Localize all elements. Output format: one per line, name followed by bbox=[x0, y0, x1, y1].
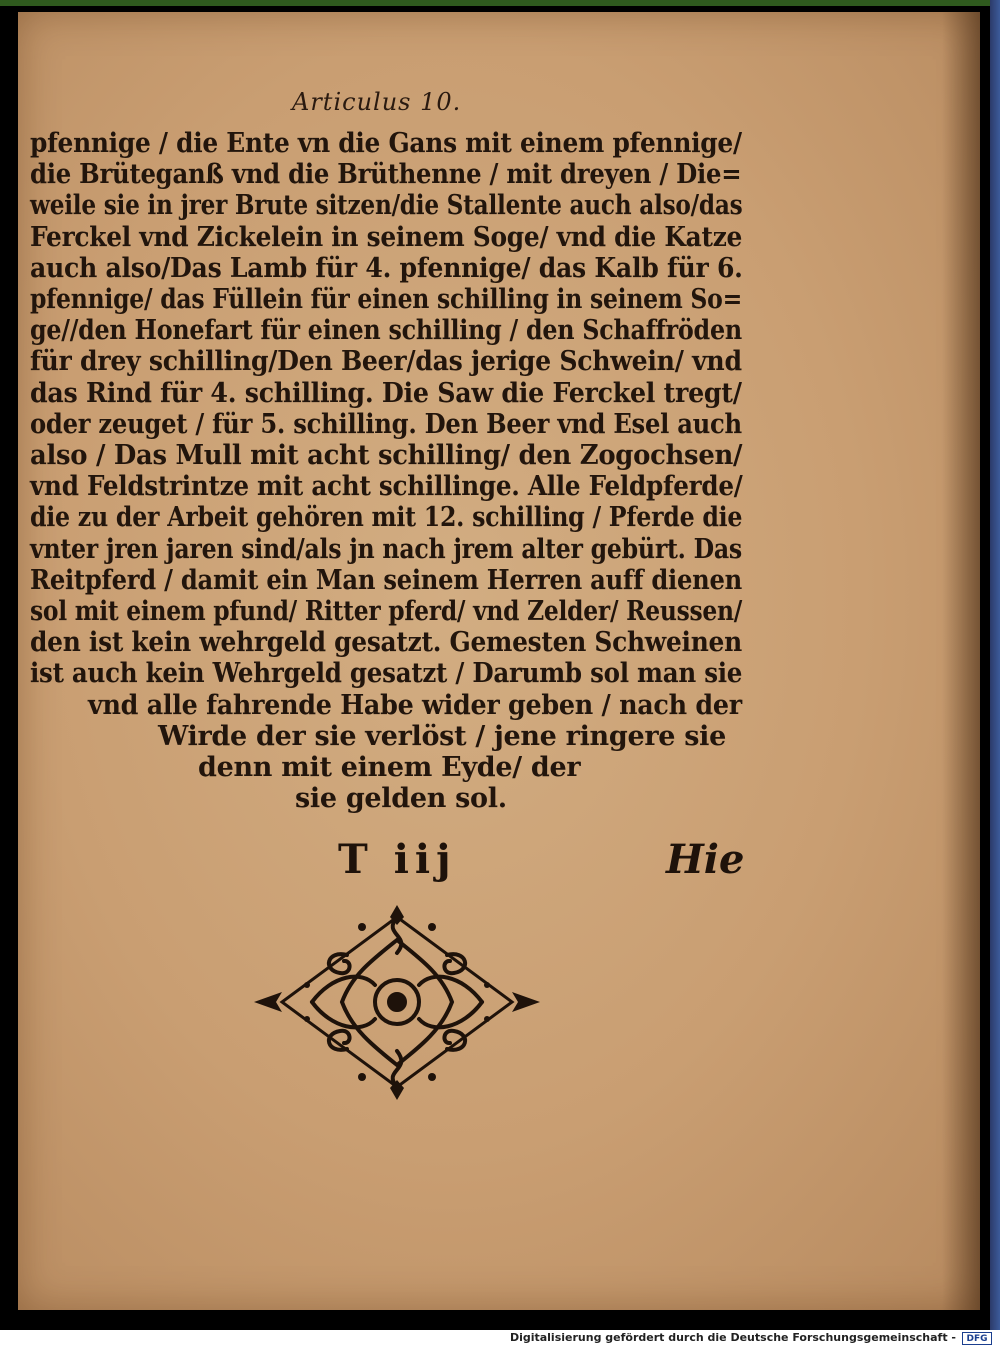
text-line: weile sie in jrer Brute sitzen/die Stallente auch also/das bbox=[30, 190, 743, 222]
text-line: das Rind für 4. schilling. Die Saw die Ferckel tregt/ bbox=[30, 377, 742, 409]
text-line: oder zeuget / für 5. schilling. Den Beer vnd Esel auch bbox=[30, 408, 742, 440]
running-head: Articulus 10. bbox=[292, 88, 462, 116]
text-line: ist auch kein Wehrgeld gesatzt / Darumb sol man sie bbox=[30, 658, 743, 690]
footer-credit: Digitalisierung gefördert durch die Deutsche Forschungsgemeinschaft - bbox=[509, 1331, 956, 1344]
ornament-vignette bbox=[252, 905, 542, 1100]
dfg-logo: DFG bbox=[962, 1332, 992, 1345]
text-line: denn mit einem Eyde/ der bbox=[198, 752, 581, 783]
text-line: vnd alle fahrende Habe wider geben / nach der bbox=[88, 689, 742, 721]
signature-mark: T iij bbox=[338, 836, 457, 883]
scan-edge-right bbox=[990, 0, 1000, 1330]
page-spine-shadow bbox=[942, 12, 980, 1310]
text-line: vnd Feldstrintze mit acht schillinge. Alle Feldpferde/ bbox=[30, 471, 743, 503]
text-line: Ferckel vnd Zickelein in seinem Soge/ vnd die Katze bbox=[30, 221, 743, 253]
text-line: auch also/Das Lamb für 4. pfennige/ das Kalb für 6. bbox=[30, 252, 743, 284]
text-line: Wirde der sie verlöst / jene ringere sie bbox=[158, 720, 726, 752]
text-line: sol mit einem pfund/ Ritter pferd/ vnd Zelder/ Reussen/ bbox=[30, 596, 743, 627]
catchword: Hie bbox=[666, 836, 745, 883]
text-line: ge//den Honefart für einen schilling / den Schaffröden bbox=[30, 315, 742, 347]
text-line: vnter jren jaren sind/als jn nach jrem alter gebürt. Das bbox=[30, 533, 742, 565]
text-line: den ist kein wehrgeld gesatzt. Gemesten Schweinen bbox=[30, 627, 742, 659]
text-line: Reitpferd / damit ein Man seinem Herren auff dienen bbox=[30, 564, 742, 596]
text-line: für drey schilling/Den Beer/das jerige Schwein/ vnd bbox=[30, 346, 742, 378]
text-line: sie gelden sol. bbox=[295, 783, 507, 815]
text-line: pfennige / die Ente vn die Gans mit einem pfennige/ bbox=[30, 128, 742, 159]
scan-edge-top bbox=[0, 0, 1000, 6]
text-line: pfennige/ das Füllein für einen schilling in seinem So= bbox=[30, 284, 743, 315]
text-line: die zu der Arbeit gehören mit 12. schilling / Pferde die bbox=[30, 502, 743, 534]
text-line: die Brüteganß vnd die Brüthenne / mit dreyen / Die= bbox=[30, 159, 742, 191]
text-line: also / Das Mull mit acht schilling/ den Zogochsen/ bbox=[30, 440, 743, 471]
